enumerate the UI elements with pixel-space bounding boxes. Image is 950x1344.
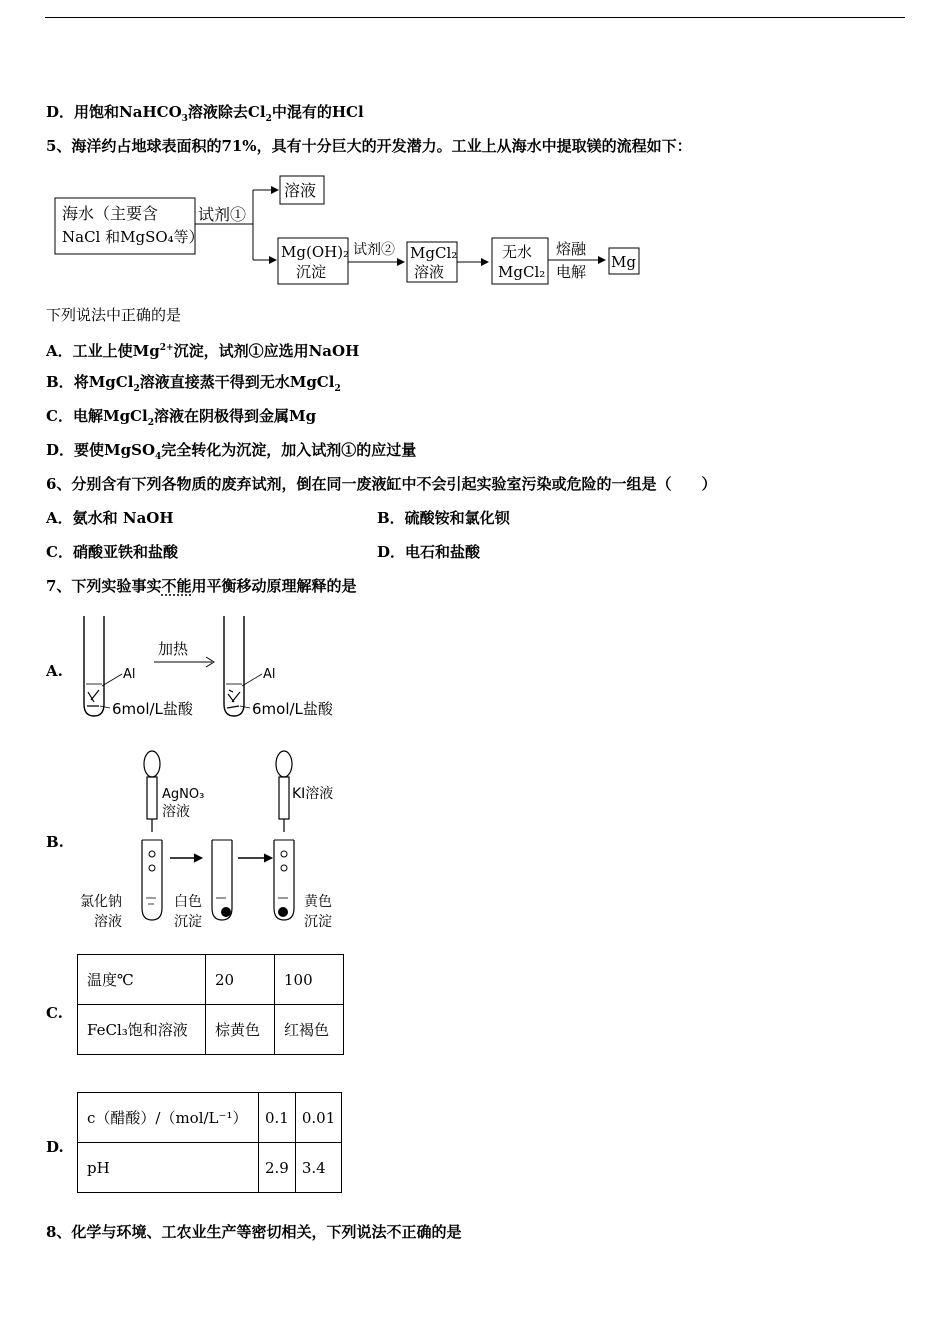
flow-melt: 熔融 [556,240,587,258]
q7-option-b-figure [76,748,356,933]
flow-anhydrous-line1: 无水 [502,243,533,261]
q7b-nacl1: 氯化钠 [80,894,122,910]
q7b-white1: 白色 [174,894,202,910]
flow-anhydrous-line2: MgCl₂ [498,263,546,281]
q6-option-c: C．硝酸亚铁和盐酸 [46,543,178,561]
flow-mgcl2-line1: MgCl₂ [410,244,458,262]
q7-option-a-figure [76,612,356,722]
q5-option-a: A．工业上使$Mg^{2+}$沉淀，试剂①应选用NaOH [46,342,360,360]
q5-option-b: B．将MgCl$_2$溶液直接蒸干得到无水MgCl$_2$ [46,373,341,394]
q7c-r2c2: 棕黄色 [206,1005,275,1055]
q7a-acid-2: 6mol/L盐酸 [252,700,333,718]
q7b-ki: KI溶液 [292,786,334,802]
q7c-r1c3: 100 [275,955,344,1005]
q7d-r2c1: pH [78,1143,259,1193]
flow-solution: 溶液 [284,181,317,200]
q7-option-d-table [77,1092,342,1193]
q7d-r2c2: 2.9 [259,1143,296,1193]
q7a-heat: 加热 [158,640,189,658]
q7c-r1c2: 20 [206,955,275,1005]
q6-option-a: A．氨水和 NaOH [46,509,174,527]
q7b-agno3: AgNO₃ [162,787,205,802]
q7a-acid-1: 6mol/L盐酸 [112,700,193,718]
q7b-agno3-2: 溶液 [162,804,190,820]
flow-seawater-line1: 海水（主要含 [62,204,159,223]
q5-prompt: 下列说法中正确的是 [46,306,182,324]
flow-reagent2: 试剂② [353,242,395,258]
q7c-r2c3: 红褐色 [275,1005,344,1055]
q7b-yellow2: 沉淀 [304,914,332,930]
q5-stem: 5、海洋约占地球表面积的71%，具有十分巨大的开发潜力。工业上从海水中提取镁的流程如下： [46,137,692,155]
flow-mgoh2-line1: Mg(OH)₂ [281,243,350,261]
table-row [78,1143,342,1193]
q7d-r1c3: 0.01 [295,1093,341,1143]
table-row [78,1093,342,1143]
q6-option-d: D．电石和盐酸 [377,543,481,561]
flow-electrolysis: 电解 [556,263,587,281]
flow-mg: Mg [611,253,636,271]
q6-stem: 6、分别含有下列各物质的废弃试剂，倒在同一废液缸中不会引起实验室污染或危险的一组是（ ） [46,475,717,493]
header-rule [45,17,905,18]
table-row [78,955,344,1005]
q7-option-a-label: A. [46,662,63,680]
q7-stem: 7、下列实验事实不能用平衡移动原理解释的是 [46,577,357,595]
flow-mgoh2-line2: 沉淀 [296,263,327,281]
q7-option-c-table [77,954,344,1055]
q8-stem: 8、化学与环境、工农业生产等密切相关，下列说法不正确的是 [46,1223,462,1241]
q7-option-b-label: B. [46,833,64,851]
q5-flow-diagram [50,170,650,290]
q4-option-d: D．用饱和NaHCO$_3$溶液除去$Cl_2$中混有的HCl [46,103,364,124]
flow-mgcl2-line2: 溶液 [414,263,445,281]
q7c-r1c1: 温度℃ [78,955,206,1005]
q7-option-d-label: D. [46,1138,64,1156]
q7c-r2c1: FeCl₃饱和溶液 [78,1005,206,1055]
q7a-al-2: Al [263,667,276,682]
q7d-r1c1: c（醋酸）/（mol/L⁻¹） [78,1093,259,1143]
q5-option-c: C．电解MgCl$_2$溶液在阴极得到金属Mg [46,407,317,428]
flow-seawater-line2: NaCl 和MgSO₄等） [62,228,204,246]
q7d-r2c3: 3.4 [295,1143,341,1193]
q6-option-b: B．硫酸铵和氯化钡 [377,509,510,527]
flow-reagent1: 试剂① [198,205,247,224]
q7b-yellow1: 黄色 [304,894,332,910]
table-row [78,1005,344,1055]
q7b-nacl2: 溶液 [94,914,122,930]
q5-option-d: D．要使MgSO$_4$完全转化为沉淀，加入试剂①的应过量 [46,441,417,462]
q7d-r1c2: 0.1 [259,1093,296,1143]
q7b-white2: 沉淀 [174,914,202,930]
q7a-al-1: Al [123,667,136,682]
q7-option-c-label: C. [46,1004,63,1022]
